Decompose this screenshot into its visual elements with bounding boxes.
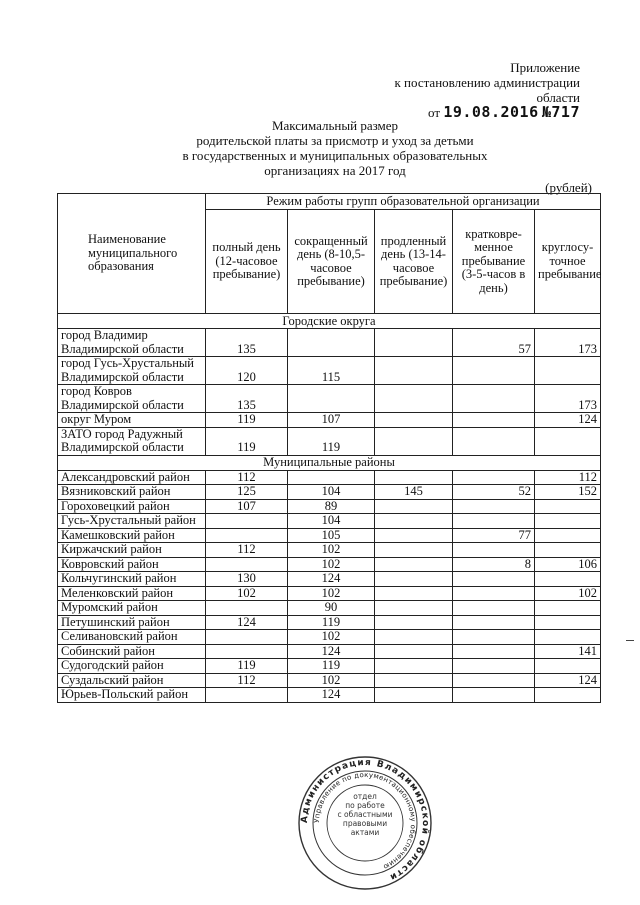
- fee-short-day: 119: [288, 659, 375, 674]
- fee-short-day: 102: [288, 586, 375, 601]
- fee-round-the-clock: 152: [535, 485, 601, 500]
- appendix-header: [380, 60, 580, 120]
- fee-brief-stay: [453, 659, 535, 674]
- fee-brief-stay: [453, 615, 535, 630]
- fee-full-day: [206, 514, 288, 529]
- fee-round-the-clock: [535, 528, 601, 543]
- fee-full-day: 112: [206, 673, 288, 688]
- fee-round-the-clock: [535, 499, 601, 514]
- fee-full-day: 119: [206, 413, 288, 428]
- fee-extended-day: [375, 673, 453, 688]
- table-row: [58, 329, 601, 357]
- fee-round-the-clock: [535, 357, 601, 385]
- stamp-center-line: по работе: [345, 801, 385, 810]
- municipality-name: Юрьев-Польский район: [58, 688, 206, 703]
- fee-extended-day: [375, 357, 453, 385]
- fee-round-the-clock: 141: [535, 644, 601, 659]
- fee-round-the-clock: [535, 572, 601, 587]
- table-row: [58, 630, 601, 645]
- fee-round-the-clock: 106: [535, 557, 601, 572]
- fee-round-the-clock: [535, 427, 601, 455]
- handwritten-date: 19.08.2016: [443, 103, 539, 121]
- fee-extended-day: [375, 586, 453, 601]
- fee-brief-stay: [453, 514, 535, 529]
- fee-brief-stay: [453, 357, 535, 385]
- fee-short-day: 104: [288, 485, 375, 500]
- table-row: [58, 601, 601, 616]
- header-brief-stay: кратковре-менное пребывание (3-5-часов в день): [453, 210, 535, 314]
- fee-brief-stay: [453, 470, 535, 485]
- fee-full-day: 120: [206, 357, 288, 385]
- group-header-municipal-districts: Муниципальные районы: [58, 455, 601, 470]
- table-row: [58, 644, 601, 659]
- fee-extended-day: [375, 543, 453, 558]
- municipality-name: Кольчугинский район: [58, 572, 206, 587]
- fee-brief-stay: [453, 572, 535, 587]
- table-row: [58, 673, 601, 688]
- fee-extended-day: [375, 644, 453, 659]
- table-row: [58, 427, 601, 455]
- fee-full-day: [206, 528, 288, 543]
- fee-short-day: 104: [288, 514, 375, 529]
- fee-short-day: 124: [288, 644, 375, 659]
- municipality-name: Гусь-Хрустальный район: [58, 514, 206, 529]
- fee-round-the-clock: 124: [535, 673, 601, 688]
- fee-brief-stay: [453, 688, 535, 703]
- fee-full-day: [206, 630, 288, 645]
- table-row: [58, 499, 601, 514]
- municipality-name: Александровский район: [58, 470, 206, 485]
- fee-short-day: [288, 470, 375, 485]
- date-prefix: от: [428, 105, 441, 120]
- fee-brief-stay: 52: [453, 485, 535, 500]
- appendix-title: Приложение: [510, 60, 580, 75]
- stamp-center-line: правовыми: [342, 819, 388, 828]
- municipality-name: город Ковров Владимирской области: [58, 385, 206, 413]
- header-full-day: полный день (12-часовое пребывание): [206, 210, 288, 314]
- fee-short-day: 119: [288, 427, 375, 455]
- fee-short-day: 124: [288, 572, 375, 587]
- municipality-name: округ Муром: [58, 413, 206, 428]
- handwritten-number: №717: [541, 103, 580, 121]
- fee-brief-stay: 57: [453, 329, 535, 357]
- fee-short-day: 115: [288, 357, 375, 385]
- fee-full-day: 119: [206, 659, 288, 674]
- title-line-2: родительской платы за присмотр и уход за детьми: [196, 133, 474, 148]
- municipality-name: Гороховецкий район: [58, 499, 206, 514]
- fee-brief-stay: [453, 601, 535, 616]
- fee-full-day: 124: [206, 615, 288, 630]
- appendix-reference: к постановлению администрации области: [394, 75, 580, 105]
- fee-full-day: [206, 688, 288, 703]
- fee-full-day: 102: [206, 586, 288, 601]
- fee-brief-stay: [453, 543, 535, 558]
- fee-brief-stay: [453, 673, 535, 688]
- fee-extended-day: [375, 427, 453, 455]
- municipality-name: Селивановский район: [58, 630, 206, 645]
- fee-brief-stay: [453, 644, 535, 659]
- municipality-name: Муромский район: [58, 601, 206, 616]
- fee-full-day: 119: [206, 427, 288, 455]
- fee-short-day: 102: [288, 557, 375, 572]
- municipality-name: ЗАТО город Радужный Владимирской области: [58, 427, 206, 455]
- fee-full-day: [206, 601, 288, 616]
- table-row: [58, 615, 601, 630]
- municipality-name: Собинский район: [58, 644, 206, 659]
- header-round-the-clock: круглосу-точное пребывание: [535, 210, 601, 314]
- fee-extended-day: [375, 385, 453, 413]
- municipality-name: Меленковский район: [58, 586, 206, 601]
- fee-short-day: [288, 385, 375, 413]
- fee-extended-day: [375, 572, 453, 587]
- fee-round-the-clock: 112: [535, 470, 601, 485]
- fee-brief-stay: [453, 427, 535, 455]
- fee-short-day: 89: [288, 499, 375, 514]
- municipality-name: город Владимир Владимирской области: [58, 329, 206, 357]
- stamp-center-line: отдел: [353, 792, 377, 801]
- fee-short-day: 102: [288, 673, 375, 688]
- fee-extended-day: [375, 528, 453, 543]
- fee-round-the-clock: [535, 514, 601, 529]
- fee-brief-stay: 8: [453, 557, 535, 572]
- fee-extended-day: [375, 499, 453, 514]
- fee-extended-day: [375, 329, 453, 357]
- title-line-1: Максимальный размер: [271, 118, 399, 133]
- municipality-name: Киржачский район: [58, 543, 206, 558]
- table-row: [58, 357, 601, 385]
- table-row: [58, 543, 601, 558]
- title-line-3: в государственных и муниципальных образовательных: [182, 148, 488, 163]
- fee-brief-stay: 77: [453, 528, 535, 543]
- fee-full-day: [206, 644, 288, 659]
- fee-full-day: 125: [206, 485, 288, 500]
- fee-table: [57, 193, 601, 703]
- fee-short-day: [288, 329, 375, 357]
- table-row: [58, 528, 601, 543]
- municipality-name: Петушинский район: [58, 615, 206, 630]
- stamp-center-line: актами: [350, 828, 380, 837]
- official-stamp: [297, 755, 433, 891]
- stamp-center-line: с областными: [337, 810, 393, 819]
- title-line-4: организациях на 2017 год: [264, 163, 406, 178]
- group-header-city-districts: Городские округа: [58, 314, 601, 329]
- fee-extended-day: [375, 615, 453, 630]
- fee-round-the-clock: 173: [535, 329, 601, 357]
- fee-round-the-clock: [535, 659, 601, 674]
- fee-extended-day: [375, 688, 453, 703]
- fee-full-day: 130: [206, 572, 288, 587]
- stamp-inner-text: Управление по документационному обеспечению: [312, 770, 418, 871]
- header-extended-day: продленный день (13-14-часовое пребывание): [375, 210, 453, 314]
- units-label: (рублей): [545, 180, 592, 195]
- document-title: [160, 118, 510, 178]
- fee-short-day: 119: [288, 615, 375, 630]
- table-row: [58, 385, 601, 413]
- table-row: [58, 557, 601, 572]
- fee-short-day: 90: [288, 601, 375, 616]
- fee-extended-day: [375, 601, 453, 616]
- header-short-day: сокращенный день (8-10,5-часовое пребывание): [288, 210, 375, 314]
- fee-short-day: 105: [288, 528, 375, 543]
- fee-full-day: 135: [206, 385, 288, 413]
- fee-brief-stay: [453, 413, 535, 428]
- fee-short-day: 107: [288, 413, 375, 428]
- fee-full-day: 107: [206, 499, 288, 514]
- fee-extended-day: 145: [375, 485, 453, 500]
- fee-brief-stay: [453, 499, 535, 514]
- fee-round-the-clock: [535, 630, 601, 645]
- table-row: [58, 485, 601, 500]
- fee-round-the-clock: [535, 601, 601, 616]
- fee-brief-stay: [453, 385, 535, 413]
- margin-mark: [626, 640, 634, 641]
- fee-full-day: 135: [206, 329, 288, 357]
- table-row: [58, 413, 601, 428]
- fee-round-the-clock: [535, 688, 601, 703]
- stamp-outer-text: Администрация Владимирской области: [299, 757, 431, 883]
- fee-round-the-clock: 173: [535, 385, 601, 413]
- fee-full-day: 112: [206, 543, 288, 558]
- fee-round-the-clock: [535, 543, 601, 558]
- fee-round-the-clock: 102: [535, 586, 601, 601]
- fee-extended-day: [375, 413, 453, 428]
- fee-brief-stay: [453, 630, 535, 645]
- table-row: [58, 470, 601, 485]
- fee-full-day: 112: [206, 470, 288, 485]
- fee-round-the-clock: [535, 615, 601, 630]
- municipality-name: Судогодский район: [58, 659, 206, 674]
- fee-short-day: 102: [288, 543, 375, 558]
- header-municipality: Наименование муниципального образования: [58, 194, 206, 314]
- fee-extended-day: [375, 630, 453, 645]
- fee-extended-day: [375, 470, 453, 485]
- fee-short-day: 102: [288, 630, 375, 645]
- fee-full-day: [206, 557, 288, 572]
- stamp-center: [330, 792, 400, 837]
- municipality-name: город Гусь-Хрустальный Владимирской области: [58, 357, 206, 385]
- table-row: [58, 688, 601, 703]
- fee-brief-stay: [453, 586, 535, 601]
- municipality-name: Суздальский район: [58, 673, 206, 688]
- fee-extended-day: [375, 514, 453, 529]
- header-work-mode: Режим работы групп образовательной организации: [206, 194, 601, 210]
- table-row: [58, 659, 601, 674]
- fee-extended-day: [375, 659, 453, 674]
- fee-extended-day: [375, 557, 453, 572]
- municipality-name: Камешковский район: [58, 528, 206, 543]
- municipality-name: Вязниковский район: [58, 485, 206, 500]
- table-row: [58, 572, 601, 587]
- municipality-name: Ковровский район: [58, 557, 206, 572]
- fee-short-day: 124: [288, 688, 375, 703]
- fee-round-the-clock: 124: [535, 413, 601, 428]
- table-row: [58, 586, 601, 601]
- table-row: [58, 514, 601, 529]
